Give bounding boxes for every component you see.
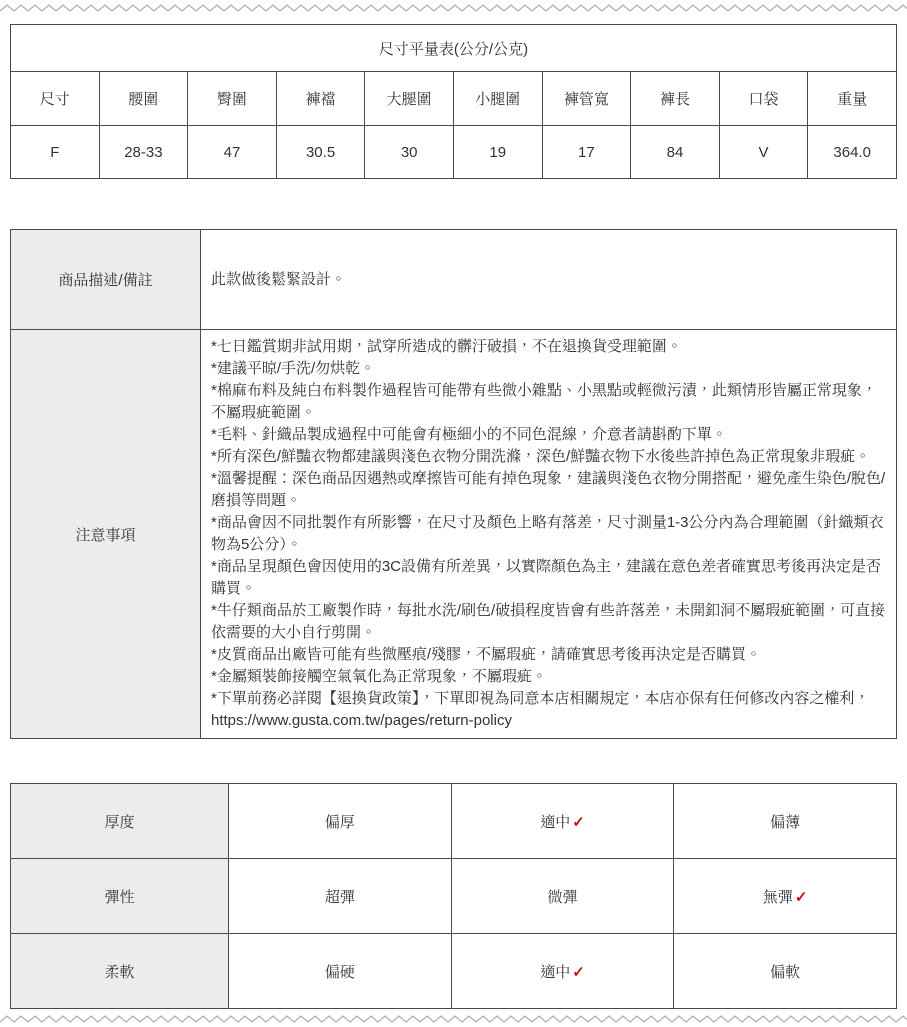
property-option xyxy=(229,934,452,1009)
notes-row xyxy=(11,330,897,739)
property-label: 彈性 xyxy=(11,859,229,934)
size-cell: 30 xyxy=(365,126,454,179)
description-label: 商品描述/備註 xyxy=(11,230,201,330)
property-option-label: 適中 xyxy=(540,963,571,981)
size-column-header: 臀圍 xyxy=(188,72,277,126)
property-option-label: 偏硬 xyxy=(324,963,355,981)
properties-table xyxy=(10,783,897,1009)
size-column-header: 尺寸 xyxy=(11,72,100,126)
check-icon: ✓ xyxy=(794,888,808,906)
size-cell: 47 xyxy=(188,126,277,179)
size-cell: 17 xyxy=(542,126,631,179)
size-table-body xyxy=(11,126,897,179)
size-column-header: 褲管寬 xyxy=(542,72,631,126)
size-table-title: 尺寸平量表(公分/公克) xyxy=(11,25,897,72)
size-cell: F xyxy=(11,126,100,179)
note-line: *毛料、針織品製成過程中可能會有極細小的不同色混線，介意者請斟酌下單。 xyxy=(211,426,727,443)
size-column-header: 褲襠 xyxy=(276,72,365,126)
property-option-label: 偏厚 xyxy=(324,813,355,831)
size-table xyxy=(10,24,897,179)
check-icon: ✓ xyxy=(572,963,585,981)
note-line: *溫馨提醒：深色商品因遇熱或摩擦皆可能有掉色現象，建議與淺色衣物分開搭配，避免產生染色/脫色/磨損等問題。 xyxy=(211,470,886,509)
size-cell: V xyxy=(719,126,808,179)
description-content: 此款做後鬆緊設計。 xyxy=(201,230,897,330)
size-cell: 364.0 xyxy=(808,126,897,179)
note-line: *商品呈現顏色會因使用的3C設備有所差異，以實際顏色為主，建議在意色差者確實思考後再決定是否購買。 xyxy=(211,558,882,597)
property-option xyxy=(451,859,674,934)
property-option-label: 無彈 xyxy=(762,888,793,906)
notes-label: 注意事項 xyxy=(11,330,201,739)
property-option xyxy=(229,859,452,934)
note-line: *棉麻布料及純白布料製作過程皆可能帶有些微小雜點、小黑點或輕微污漬，此類情形皆屬正常現象，不屬瑕疵範圍。 xyxy=(211,382,877,421)
property-option xyxy=(674,934,897,1009)
note-line: *商品會因不同批製作有所影響，在尺寸及顏色上略有落差，尺寸測量1-3公分內為合理範圍（針織類衣物為5公分）。 xyxy=(211,514,884,553)
size-table-row xyxy=(11,126,897,179)
property-row xyxy=(11,934,897,1009)
size-column-header: 腰圍 xyxy=(99,72,188,126)
property-label: 厚度 xyxy=(11,784,229,859)
property-label: 柔軟 xyxy=(11,934,229,1009)
note-line: *皮質商品出廠皆可能有些微壓痕/殘膠，不屬瑕疵，請確實思考後再決定是否購買。 xyxy=(211,646,762,663)
size-cell: 30.5 xyxy=(276,126,365,179)
torn-edge-top xyxy=(0,2,907,14)
property-option xyxy=(451,934,674,1009)
property-option-label: 適中 xyxy=(540,813,571,831)
property-row xyxy=(11,784,897,859)
size-cell: 19 xyxy=(453,126,542,179)
return-policy-url[interactable]: https://www.gusta.com.tw/pages/return-policy xyxy=(211,712,512,729)
description-row xyxy=(11,230,897,330)
property-option xyxy=(451,784,674,859)
note-line: *建議平晾/手洗/勿烘乾。 xyxy=(211,360,376,377)
size-column-header: 大腿圍 xyxy=(365,72,454,126)
note-line: *金屬類裝飾接觸空氣氧化為正常現象，不屬瑕疵。 xyxy=(211,668,547,685)
note-line: *牛仔類商品於工廠製作時，每批水洗/刷色/破損程度皆會有些許落差，未開釦洞不屬瑕疵範圍，可直接依需要的大小自行剪開。 xyxy=(211,602,886,641)
property-option-label: 偏軟 xyxy=(770,963,801,981)
size-column-header: 口袋 xyxy=(719,72,808,126)
property-option-label: 超彈 xyxy=(324,888,355,906)
property-row xyxy=(11,859,897,934)
properties-table-body xyxy=(11,784,897,1009)
size-column-header: 褲長 xyxy=(631,72,720,126)
size-table-header-row xyxy=(11,72,897,126)
size-column-header: 小腿圍 xyxy=(453,72,542,126)
note-line: *下單前務必詳閱【退換貨政策】，下單即視為同意本店相關規定，本店亦保有任何修改內容之權利， xyxy=(211,690,870,707)
note-line: *所有深色/鮮豔衣物都建議與淺色衣物分開洗滌，深色/鮮豔衣物下水後些許掉色為正常現象非瑕疵。 xyxy=(211,448,871,465)
notes-content xyxy=(201,330,897,739)
size-cell: 84 xyxy=(631,126,720,179)
property-option-label: 偏薄 xyxy=(770,813,801,831)
property-option xyxy=(229,784,452,859)
property-option-label: 微彈 xyxy=(547,888,578,906)
size-cell: 28-33 xyxy=(99,126,188,179)
size-table-title-row xyxy=(11,25,897,72)
property-option xyxy=(674,784,897,859)
size-column-header: 重量 xyxy=(808,72,897,126)
description-table xyxy=(10,229,897,739)
note-line: *七日鑑賞期非試用期，試穿所造成的髒汙破損，不在退換貨受理範圍。 xyxy=(211,338,682,355)
property-option xyxy=(674,859,897,934)
torn-edge-bottom xyxy=(0,1013,907,1025)
check-icon: ✓ xyxy=(572,813,585,831)
